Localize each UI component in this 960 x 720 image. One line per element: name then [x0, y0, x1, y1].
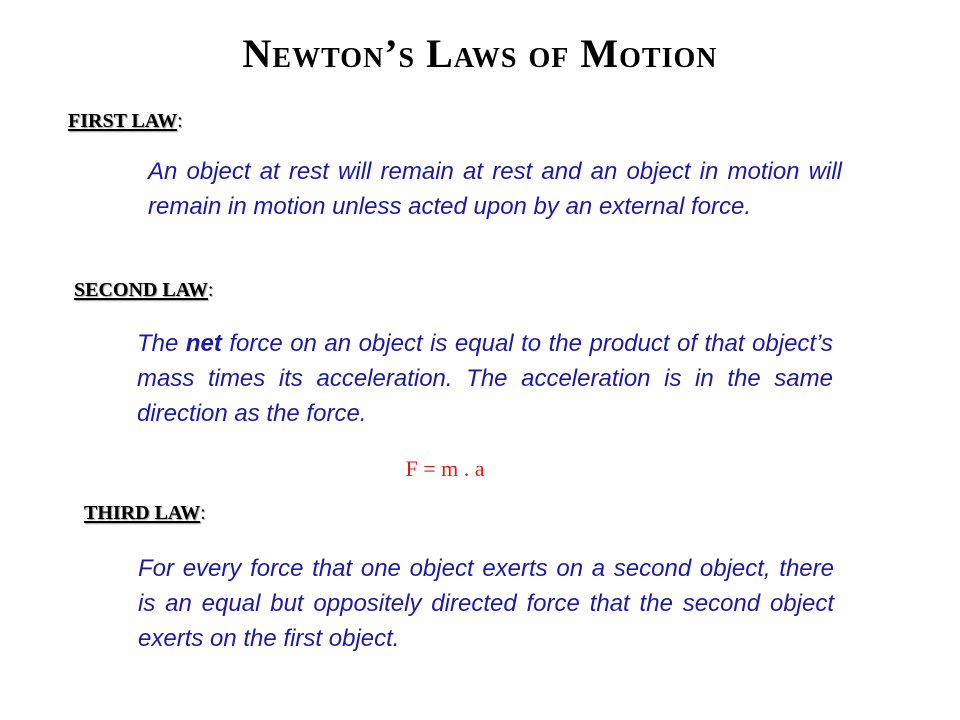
first-law-text: An object at rest will remain at rest and an object in motion will remain in motion unless acted upon by an external force. — [148, 158, 842, 220]
second-law-text — [137, 326, 833, 431]
third-law-text: For every force that one object exerts on a second object, there is an equal but oppositely directed force that the second object exerts on the first object. — [138, 555, 834, 652]
third-law-label: THIRD LAW — [84, 502, 201, 524]
second-law-formula: F = m . a — [405, 456, 485, 481]
second-law-label: SECOND LAW — [74, 279, 208, 301]
third-law-colon: : — [200, 502, 206, 524]
second-law-heading — [74, 280, 213, 300]
third-law-heading — [84, 503, 206, 523]
first-law-heading — [68, 111, 183, 131]
second-law-text-net: net — [185, 330, 222, 357]
second-law-text-after: force on an object is equal to the product of that object’s mass times its acceleration. The acceleration is in the same direction as the force. — [137, 330, 834, 427]
first-law-colon: : — [177, 110, 183, 132]
slide-title: Newton’s Laws of Motion — [242, 31, 718, 76]
second-law-colon: : — [207, 279, 214, 301]
second-law-text-before: The — [137, 330, 186, 357]
first-law-label: FIRST LAW — [68, 110, 178, 132]
